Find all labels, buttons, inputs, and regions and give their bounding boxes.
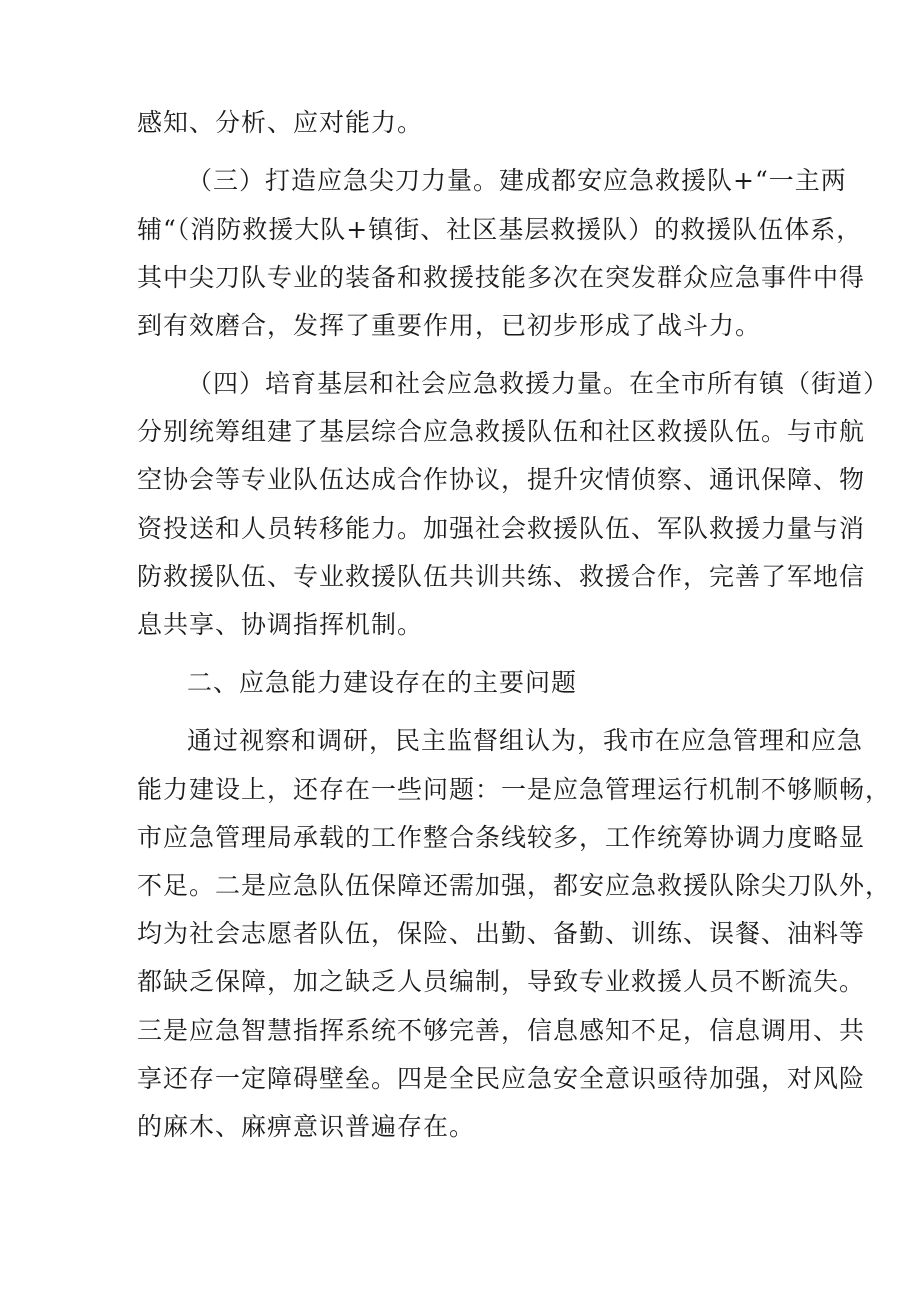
section-heading-line: （四）培育基层和社会应急救援力量。在全市所有镇（街道） (187, 369, 890, 398)
text-line: 防救援队伍、专业救援队伍共训共练、救援合作，完善了军地信 (137, 562, 866, 591)
text-line: 分别统筹组建了基层综合应急救援队伍和社区救援队伍。与市航 (137, 417, 866, 446)
text-line: 空协会等专业队伍达成合作协议，提升灾情侦察、通讯保障、物 (137, 465, 866, 494)
section-heading: 二、应急能力建设存在的主要问题 (187, 668, 578, 697)
text-line: 能力建设上，还存在一些问题：一是应急管理运行机制不够顺畅， (137, 775, 892, 804)
text-line: 市应急管理局承载的工作整合条线较多，工作统筹协调力度略显 (137, 823, 866, 852)
text-line: 资投送和人员转移能力。加强社会救援队伍、军队救援力量与消 (137, 514, 866, 543)
text-line: 的麻木、麻痹意识普遍存在。 (137, 1112, 476, 1141)
text-line: 通过视察和调研，民主监督组认为，我市在应急管理和应急 (187, 726, 864, 755)
text-line: 其中尖刀队专业的装备和救援技能多次在突发群众应急事件中得 (137, 263, 866, 292)
text-line: 息共享、协调指挥机制。 (137, 610, 424, 639)
text-line: 均为社会志愿者队伍，保险、出勤、备勤、训练、误餐、油料等 (137, 919, 866, 948)
section-heading-line: （三）打造应急尖刀力量。建成都安应急救援队+“一主两 (187, 166, 847, 195)
text-line: 不足。二是应急队伍保障还需加强，都安应急救援队除尖刀队外， (137, 871, 892, 900)
text-line: 享还存一定障碍壁垒。四是全民应急安全意识亟待加强，对风险 (137, 1064, 866, 1093)
text-line: 到有效磨合，发挥了重要作用，已初步形成了战斗力。 (137, 311, 762, 340)
text-line: 都缺乏保障，加之缺乏人员编制，导致专业救援人员不断流失。 (137, 967, 866, 996)
text-line: 辅“（消防救援大队+镇街、社区基层救援队）的救援队伍体系， (137, 215, 863, 244)
text-line: 感知、分析、应对能力。 (137, 108, 424, 137)
text-line: 三是应急智慧指挥系统不够完善，信息感知不足，信息调用、共 (137, 1016, 866, 1045)
